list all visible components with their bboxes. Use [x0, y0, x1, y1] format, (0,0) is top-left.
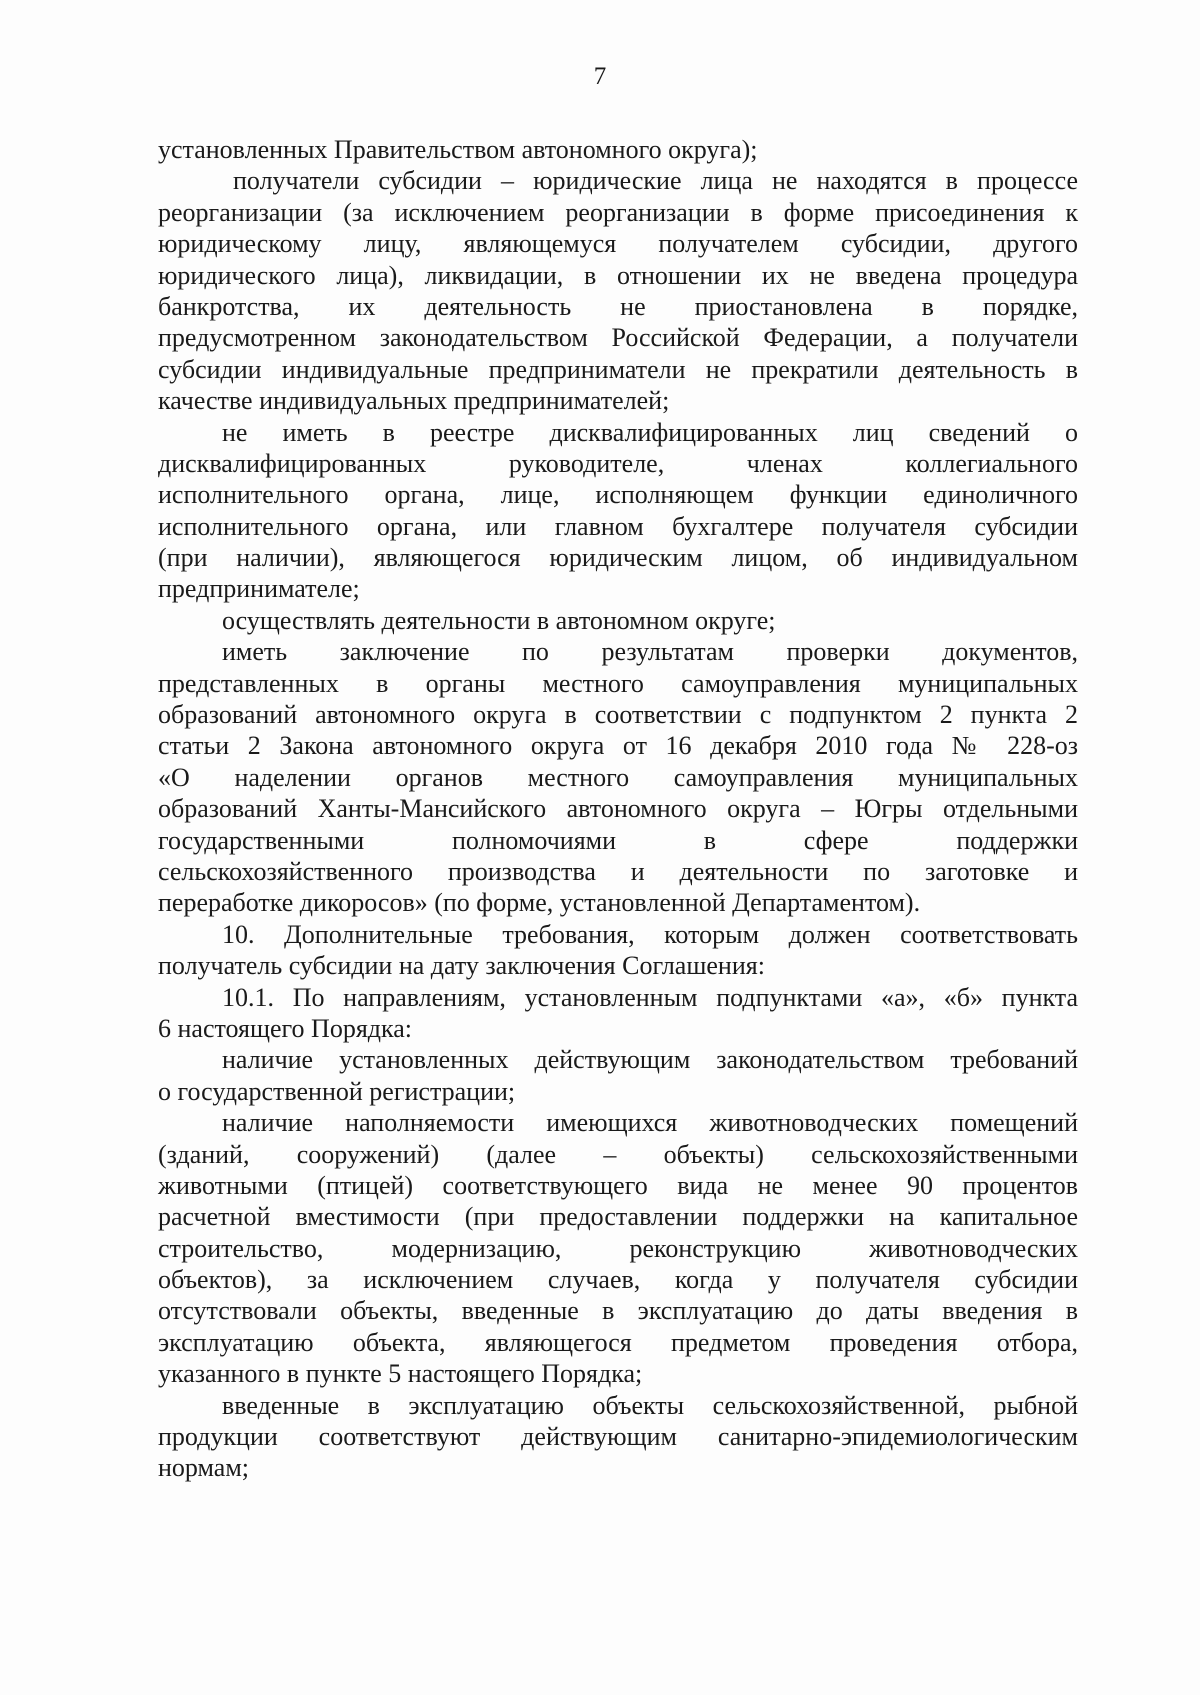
- text-line: реорганизации (за исключением реорганизации в форме присоединения к: [158, 197, 1078, 227]
- text-line: получатели субсидии – юридические лица не находятся в процессе: [233, 166, 1078, 196]
- text-line: животными (птицей) соответствующего вида не менее 90 процентов: [158, 1170, 1078, 1200]
- text-line: (при наличии), являющегося юридическим лицом, об индивидуальном: [158, 543, 1078, 573]
- text-line: объектов), за исключением случаев, когда у получателя субсидии: [158, 1265, 1078, 1295]
- text-line: получатель субсидии на дату заключения Соглашения:: [158, 951, 765, 981]
- text-line: строительство, модернизацию, реконструкцию животноводческих: [158, 1233, 1078, 1263]
- text-line: субсидии индивидуальные предприниматели не прекратили деятельность в: [158, 354, 1078, 384]
- text-line: 6 настоящего Порядка:: [158, 1013, 413, 1043]
- text-line: эксплуатацию объекта, являющегося предметом проведения отбора,: [158, 1327, 1078, 1357]
- text-line: 10. Дополнительные требования, которым должен соответствовать: [222, 919, 1078, 949]
- text-line: юридическому лицу, являющемуся получателем субсидии, другого: [158, 229, 1078, 259]
- text-line: предпринимателе;: [158, 574, 360, 604]
- text-line: осуществлять деятельности в автономном округе;: [222, 605, 776, 635]
- text-line: «О наделении органов местного самоуправления муниципальных: [158, 762, 1078, 792]
- text-line: представленных в органы местного самоуправления муниципальных: [158, 668, 1078, 698]
- text-line: не иметь в реестре дисквалифицированных лиц сведений о: [222, 417, 1078, 447]
- text-line: продукции соответствуют действующим санитарно-эпидемиологическим: [158, 1422, 1078, 1452]
- text-line: установленных Правительством автономного округа);: [158, 135, 758, 164]
- text-line: переработке дикоросов» (по форме, установленной Департаментом).: [158, 888, 921, 918]
- text-line: указанного в пункте 5 настоящего Порядка;: [158, 1359, 643, 1389]
- text-line: статьи 2 Закона автономного округа от 16 декабря 2010 года № 228-оз: [158, 731, 1078, 761]
- text-line: образований Ханты-Мансийского автономного округа – Югры отдельными: [158, 794, 1078, 824]
- text-line: сельскохозяйственного производства и деятельности по заготовке и: [158, 856, 1078, 886]
- text-line: качестве индивидуальных предпринимателей;: [158, 386, 670, 416]
- text-line: введенные в эксплуатацию объекты сельскохозяйственной, рыбной: [222, 1390, 1078, 1420]
- text-line: дисквалифицированных руководителе, членах коллегиального: [158, 448, 1078, 478]
- text-line: 10.1. По направлениям, установленным подпунктами «а», «б» пункта: [222, 982, 1078, 1012]
- text-line: о государственной регистрации;: [158, 1076, 516, 1106]
- text-line: государственными полномочиями в сфере поддержки: [158, 825, 1078, 855]
- text-line: предусмотренном законодательством Российской Федерации, а получатели: [158, 323, 1078, 353]
- page-number: 7: [593, 63, 607, 90]
- text-line: образований автономного округа в соответствии с подпунктом 2 пункта 2: [158, 700, 1078, 730]
- text-line: юридического лица), ликвидации, в отношении их не введена процедура: [158, 260, 1078, 290]
- text-line: наличие наполняемости имеющихся животноводческих помещений: [222, 1108, 1078, 1138]
- text-line: наличие установленных действующим законодательством требований: [222, 1045, 1078, 1075]
- text-line: иметь заключение по результатам проверки документов,: [222, 637, 1078, 667]
- text-line: отсутствовали объекты, введенные в эксплуатацию до даты введения в: [158, 1296, 1078, 1326]
- text-line: исполнительного органа, лице, исполняющем функции единоличного: [158, 480, 1078, 510]
- document-body: [158, 134, 1078, 1484]
- text-line: нормам;: [158, 1453, 250, 1483]
- text-line: исполнительного органа, или главном бухгалтере получателя субсидии: [158, 511, 1078, 541]
- text-line: (зданий, сооружений) (далее – объекты) сельскохозяйственными: [158, 1139, 1078, 1169]
- text-line: расчетной вместимости (при предоставлении поддержки на капитальное: [158, 1202, 1078, 1232]
- text-line: банкротства, их деятельность не приостановлена в порядке,: [158, 291, 1078, 321]
